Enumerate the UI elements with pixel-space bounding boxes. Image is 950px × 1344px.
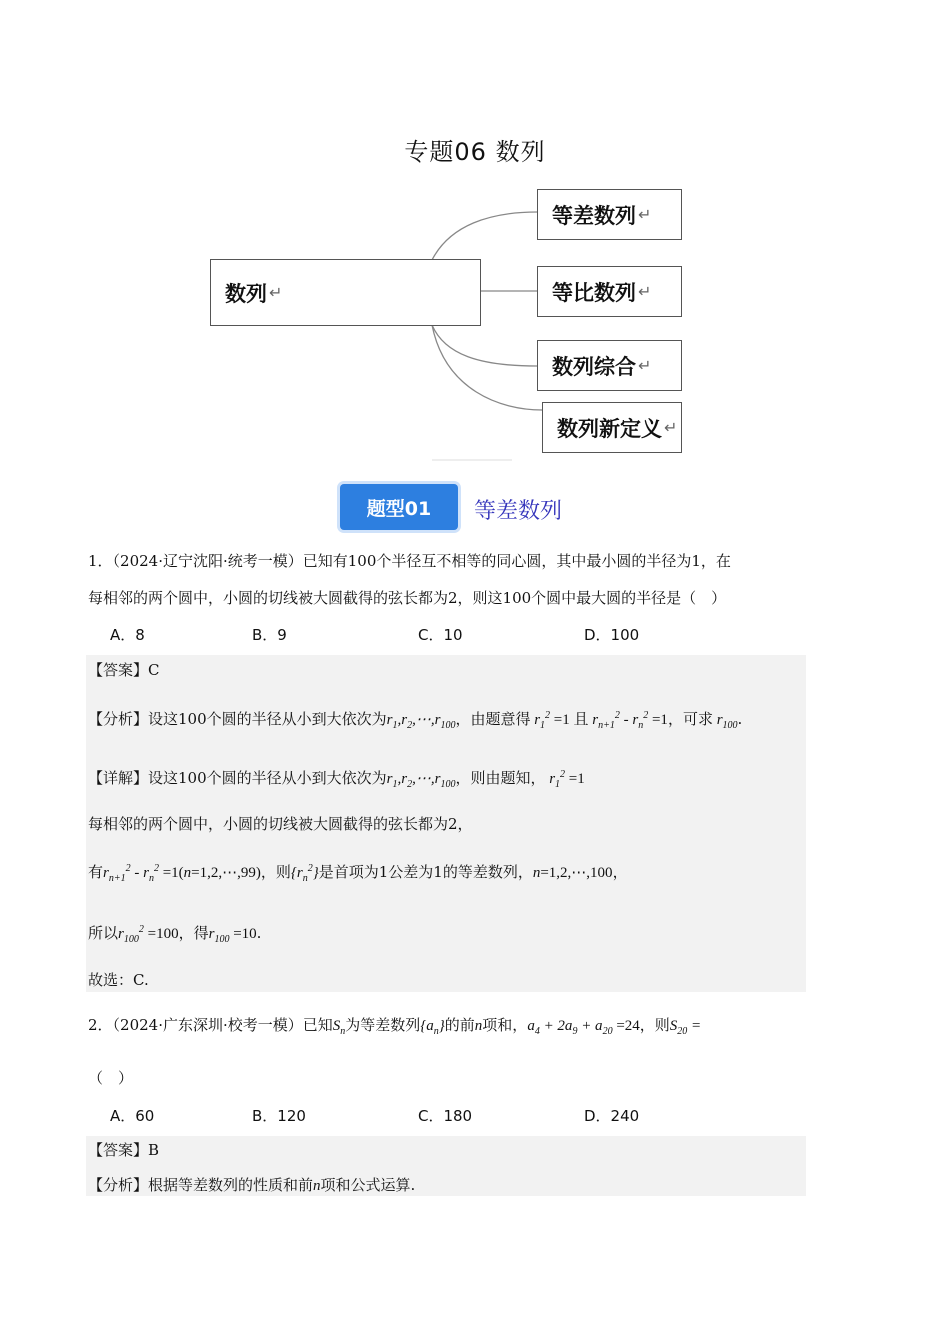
text: 是首项为1公差为1的等差数列， bbox=[318, 863, 533, 881]
return-mark: ↵ bbox=[664, 418, 678, 437]
period: . bbox=[737, 710, 743, 728]
text: 2．（2024·广东深圳·校考一模）已知 bbox=[88, 1016, 333, 1034]
math: =1 bbox=[553, 712, 574, 728]
q1-option-a: A．8 bbox=[110, 626, 145, 644]
q2-option-d: D．240 bbox=[584, 1107, 640, 1125]
math: $a_4 + 2a_9 + a_{20}$ bbox=[527, 1018, 613, 1037]
text: 根据等差数列的性质和前 bbox=[148, 1176, 314, 1194]
math: n bbox=[183, 865, 192, 881]
math: =1,2,⋯,100 bbox=[540, 865, 613, 881]
text: ，则 bbox=[260, 863, 291, 881]
text: 设这100个圆的半径从小到大依次为 bbox=[148, 710, 387, 728]
text: ，则 bbox=[639, 1016, 670, 1034]
math: =1 bbox=[568, 771, 585, 787]
math: =1,2,⋯,99) bbox=[191, 865, 261, 881]
math: n bbox=[532, 865, 541, 881]
text: ，得 bbox=[178, 924, 209, 942]
math: =24 bbox=[616, 1018, 640, 1034]
period: . bbox=[256, 924, 262, 942]
q1-option-d: D．100 bbox=[584, 626, 640, 644]
branch-label: 等差数列 bbox=[552, 203, 636, 228]
q1-detail-line3 bbox=[88, 858, 628, 890]
return-mark: ↵ bbox=[269, 283, 283, 302]
math: n bbox=[313, 1178, 321, 1194]
return-mark: ↵ bbox=[638, 282, 652, 301]
text: 项和公式运算. bbox=[320, 1176, 416, 1194]
math: $r_1^2$ bbox=[545, 769, 566, 790]
text: 所以 bbox=[88, 924, 119, 942]
branch-label: 数列综合 bbox=[552, 354, 636, 379]
q1-detail-line2: 每相邻的两个圆中，小圆的切线被大圆截得的弦长都为2， bbox=[88, 815, 473, 833]
section-title: 等差数列 bbox=[474, 499, 563, 524]
mindmap-branch bbox=[537, 340, 682, 391]
math: $S_n$ bbox=[332, 1018, 346, 1037]
math: =1 bbox=[651, 712, 668, 728]
math: $S_{20}$ = bbox=[669, 1018, 702, 1037]
math: $r_{100}$ bbox=[712, 712, 738, 731]
math: =100 bbox=[147, 926, 179, 942]
text: 为等差数列 bbox=[345, 1016, 421, 1034]
page-title: 专题06 数列 bbox=[404, 138, 546, 166]
math: n bbox=[474, 1018, 483, 1034]
q2-option-b: B．120 bbox=[252, 1107, 306, 1125]
q1-detail bbox=[88, 764, 585, 796]
text: 设这100个圆的半径从小到大依次为 bbox=[148, 769, 387, 787]
branch-label: 数列新定义 bbox=[557, 416, 662, 441]
q1-option-b: B．9 bbox=[252, 626, 287, 644]
q2-option-c: C．180 bbox=[418, 1107, 473, 1125]
math: $r_{n+1}^2 - r_n^2$ bbox=[588, 710, 649, 731]
q2-blank: （ ） bbox=[88, 1069, 134, 1087]
q1-option-c: C．10 bbox=[418, 626, 463, 644]
q1-stem-line1: 1．（2024·辽宁沈阳·统考一模）已知有100个半径互不相等的同心圆，其中最小圆的半径为1，在 bbox=[88, 552, 731, 570]
mindmap-root bbox=[210, 259, 481, 326]
text: ，可求 bbox=[667, 710, 713, 728]
return-mark: ↵ bbox=[638, 356, 652, 375]
math: $r_1,r_2,\cdots,r_{100}$ bbox=[386, 712, 456, 731]
mindmap-root-label: 数列 bbox=[225, 281, 267, 306]
section-badge: 题型01 bbox=[340, 484, 458, 530]
text: 的前 bbox=[444, 1016, 475, 1034]
math: $r_1,r_2,\cdots,r_{100}$ bbox=[386, 771, 456, 790]
q1-choice: 故选：C. bbox=[88, 971, 149, 989]
mindmap-branch bbox=[537, 189, 682, 240]
math: $\{a_n\}$ bbox=[420, 1018, 445, 1037]
math: =1( bbox=[162, 865, 184, 881]
math: $r_{100}^2$ bbox=[118, 924, 144, 945]
text: 且 bbox=[573, 710, 589, 728]
math: =10 bbox=[233, 926, 257, 942]
q2-stem bbox=[88, 1014, 701, 1043]
mindmap-connectors bbox=[0, 0, 950, 470]
label: 【分析】 bbox=[88, 1176, 149, 1194]
math: $\{r_n^2\}$ bbox=[290, 863, 319, 884]
return-mark: ↵ bbox=[638, 205, 652, 224]
comma: ， bbox=[612, 863, 628, 881]
q1-detail-line4 bbox=[88, 919, 261, 951]
math: $r_{100}$ bbox=[208, 926, 230, 945]
q1-analysis bbox=[88, 705, 742, 737]
branch-label: 等比数列 bbox=[552, 280, 636, 305]
mindmap-branch bbox=[542, 402, 682, 453]
label: 【分析】 bbox=[88, 710, 149, 728]
text: ，由题意得 bbox=[455, 710, 531, 728]
mindmap-branch bbox=[537, 266, 682, 317]
q2-option-a: A．60 bbox=[110, 1107, 155, 1125]
q2-analysis bbox=[88, 1174, 415, 1197]
math: $r_{n+1}^2 - r_n^2$ bbox=[103, 863, 159, 884]
q1-stem-line2: 每相邻的两个圆中，小圆的切线被大圆截得的弦长都为2，则这100个圆中最大圆的半径是（ ） bbox=[88, 589, 727, 607]
text: 有 bbox=[88, 863, 104, 881]
math: $r_1^2$ bbox=[530, 710, 551, 731]
label: 【详解】 bbox=[88, 769, 149, 787]
text: 项和， bbox=[482, 1016, 528, 1034]
text: ，则由题知， bbox=[455, 769, 546, 787]
q2-answer: 【答案】B bbox=[88, 1141, 160, 1159]
q1-answer: 【答案】C bbox=[88, 661, 160, 679]
